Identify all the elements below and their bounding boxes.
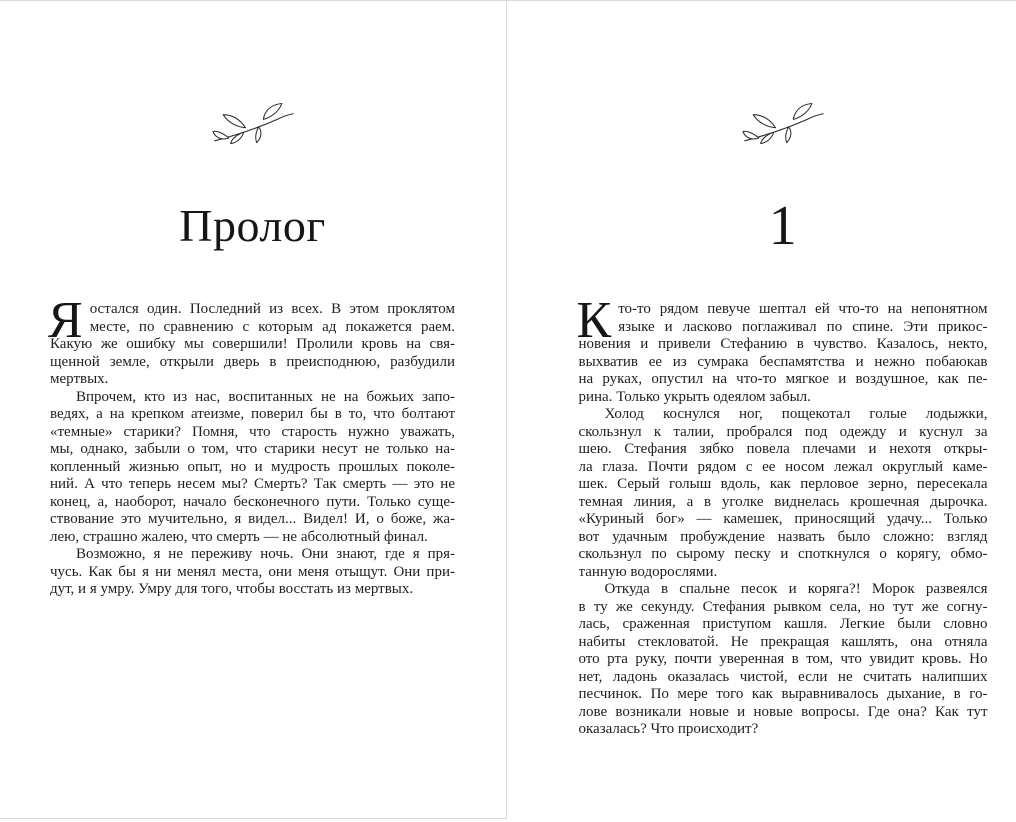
text-line: ведях, а на крепком атеизме, поверил бы в то, что болтают [50,406,455,422]
text-line: в ту же секунду. Стефания рывком села, но тут же согну- [578,598,988,615]
text-line: Какую же ошибку мы совершили! Пролили кровь на свя- [50,336,455,352]
text-line: лове возникали новые и новые вопросы. Где она? Как тут [578,703,988,720]
chapter-title: Пролог [179,200,326,251]
leaf-sprig-icon [212,102,294,146]
text-line: конец, а, наоборот, начало бесконечного пути. Только суще- [50,493,455,510]
left-page [0,1,507,819]
text-line: мы, однако, забыли о том, что старики несут не только на- [50,441,455,457]
text-line: скользнул к талии, пробрался под одежду и куснул за [578,423,988,440]
leaf-sprig-icon [742,102,824,146]
paragraph [48,292,455,389]
text-line: остался один. Последний из всех. В этом проклятом [89,301,455,317]
right-text-block [576,102,988,739]
paragraph [576,292,988,406]
chapter-body [48,292,455,599]
text-line: нет, ладонь оказалась чистой, если не считать налипших [578,668,988,685]
drop-cap: Я [48,292,83,349]
text-line: чусь. Как бы я ни менял места, они меня отыщут. Они при- [50,563,455,580]
text-line: Впрочем, кто из нас, воспитанных не на божьих запо- [76,388,455,405]
chapter-title: 1 [768,195,798,257]
text-line: копленный жизнью опыт, но и мудрость прошлых поколе- [50,458,455,475]
text-line: набиты стекловатой. Не прекращая кашлять, она отняла [578,633,988,650]
text-line: дут, и я умру. Умру для того, чтобы восстать из мертвых. [50,581,414,597]
text-line: лею, страшно жалею, что смерть — не абсолютный финал. [50,528,428,545]
chapter-body [576,292,988,739]
text-line: шею. Стефания зябко повела плечами и нехотя откры- [578,441,988,457]
text-line: Холод коснулся ног, пощекотал голые лодыжки, [604,406,988,422]
text-line: «темные» старики? Помня, что старость нужно уважать, [50,423,455,440]
text-line: на руках, опустил на что-то мягкое и воздушное, как пе- [578,371,988,387]
left-text-block [50,102,455,599]
paragraph [50,389,455,547]
text-line: новения и привели Стефанию в чувство. Казалось, некто, [578,336,988,352]
text-line: ний. А что теперь несем мы? Смерть? Так смерть — это не [50,476,455,492]
text-line: языке и ласково поглаживал по спине. Эти прикос- [618,318,988,335]
text-line: ла глаза. Почти рядом с ее носом лежал округлый каме- [578,458,988,475]
text-line: «Куриный бог» — камешек, приносящий удачу... Только [578,511,988,527]
text-line: Возможно, я не переживу ночь. Они знают, где я пря- [76,546,455,562]
text-line: Откуда в спальне песок и коряга?! Морок развеялся [604,581,988,597]
paragraph [50,546,455,599]
text-line: ствование это мучительно, я видел... Видел! И, о боже, жа- [50,511,455,527]
text-line: скользнул по сырому песку и споткнулся о корягу, обмо- [578,546,988,562]
text-line: оказалась? Что происходит? [578,721,759,737]
text-line: месте, по сравнению с которым ад покажется раем. [89,318,455,335]
paragraph [579,406,988,581]
text-line: щенной земле, открыли дверь в преисподнюю, разбудили [50,353,455,370]
drop-cap: К [576,292,612,349]
text-line: темная линия, а в уголке виднелась крошечная дырочка. [578,493,988,510]
right-page [507,1,1016,822]
text-line: танную водорослями. [578,563,718,580]
text-line: ото рта руку, почти уверенная в том, что увидит кровь. Но [578,651,988,667]
text-line: песчинок. По мере того как выравнивалось дыхание, в го- [578,686,988,702]
text-line: рина. Только укрыть одеялом забыл. [578,388,811,405]
text-line: лась, сраженная приступом кашля. Легкие были словно [578,616,988,632]
text-line: то-то рядом певуче шептал ей что-то на непонятном [618,301,988,317]
text-line: мертвых. [50,371,109,387]
text-line: вот удачным пробуждение назвать было сложно: взгляд [578,528,988,545]
paragraph [579,581,988,739]
text-line: шек. Серый голыш вдоль, как перловое зерно, пересекала [578,476,988,492]
text-line: выхватив ее из сумрака беспамятства и нежно побаюкав [578,353,988,370]
